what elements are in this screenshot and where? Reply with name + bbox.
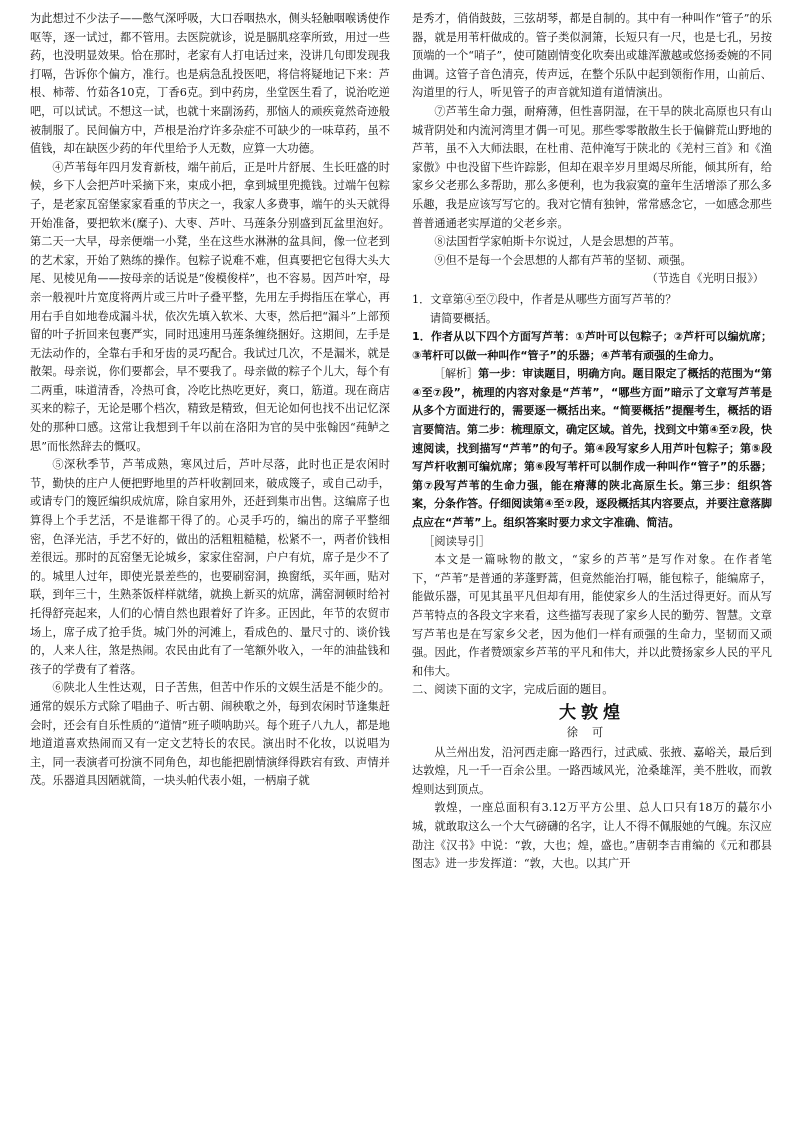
answer-1: 1．作者从以下四个方面写芦苇：①芦叶可以包粽子；②芦杆可以编炕席；③苇杆可以做一种叫作“管子”的乐器；④芦苇有顽强的生命力。 (412, 330, 772, 362)
paragraph-p-cont: 为此想过不少法子——憋气深呼吸，大口吞咽热水，侧头轻触咽喉诱使作呕等，逐一试过，都不管用。去医院就诊，说是膈肌痉挛所致，用过一些药，也没明显效果。恰在那时，老家有人打电话过来，没讲几句即发现我打嗝，告诉你个偏方，准行。也是病急乱投医吧，将信将疑地记下来：芦根、柿蒂、竹茹各10克，丁香6克。到中药房，坐堂医生看了，说治吃逆吧，可以试试。不想这一试，也就十来副汤药，那恼人的顽疾竟然奇迹般被制服了。民间偏方中，芦根是治疗许多杂症不可缺少的一味草药，虽不值钱，却在缺医少药的年代里给予人无数，应算一大功德。 (30, 12, 390, 156)
question-1: 1．文章第④至⑦段中，作者是从哪些方面写芦苇的？ (412, 292, 677, 306)
article-paragraph-2: 敦煌，一座总面积有3.12万平方公里、总人口只有18万的蕞尔小城，就敢取这么一个大气磅礴的名字，让人不得不佩服她的气魄。东汉应劭注《汉书》中说：“敦，大也；煌，盛也。”唐朝李吉甫编的《元和郡县图志》进一步发挥道：“敦，大也。以其广开 (412, 801, 772, 871)
source-note: （节选自《光明日报》） (646, 272, 764, 286)
left-column (30, 10, 390, 1115)
analysis-1 (412, 365, 772, 532)
paragraph-p5: ⑤深秋季节，芦苇成熟，寒风过后，芦叶尽落，此时也正是农闲时节，勤快的庄户人便把野地里的芦杆收割回来，破成篾子，或自己动手，或请专门的篾匠编织成炕席，除自家用外，还赶到集市出售。这编席子也算得上个手艺活，不是谁都干得了的。心灵手巧的，编出的席子平整细密，色泽光洁，手艺不好的，做出的活粗粗糙糙，松紧不一，两者价钱相差很远。那时的瓦窑堡无论城乡，家家住窑洞，户户有炕，席子是少不了的。城里人过年，即使光景差些的，也要刷窑洞，换窗纸，买年画，贴对联，到年三十，生熟茶饭样样就绪，就换上新买的炕席，满窑洞顿时给衬托得舒亮起来，人们的心情自然也跟着好了许多。正因此，年节的农贸市场上，席子成了抢手货。城门外的河滩上，看成色的、量尺寸的、谈价钱的，人来人往，煞是热闹。农民由此有了一笔额外收入，一年的油盐钱和孩子的学费有了着落。 (30, 458, 390, 676)
right-column (412, 10, 772, 1115)
paragraph-6-continued: 是秀才，俏俏鼓鼓，三弦胡琴，都是自制的。其中有一种叫作“管子”的乐器，就是用苇杆做成的。管子类似洞箫，长短只有一尺，也是七孔，另按顶端的一个“哨子”，使可随剧情变化吹奏出或雄浑激越或悠扬委婉的不同曲调。这管子音色清亮，传声远，在整个乐队中起到领衔作用，山前后、沟道里的行人，听见管子的声音就知道有道情演出。 (412, 12, 772, 100)
article-author: 徐可 (566, 725, 618, 739)
analysis-tag: ［解析］ (434, 367, 479, 381)
paragraph-7: ⑦芦苇生命力强，耐瘠薄，但性喜阴湿，在干旱的陕北高原也只有山城背阴处和内流河湾里才偶一可见。那些零零散散生长于偏僻荒山野地的芦苇，虽不入大师法眼，在杜甫、范仲淹写于陕北的《羌村三首》和《渔家傲》中也没留下些许踪影，但却在艰辛岁月里竭尽所能，倾其所有，给家乡父老那么多帮助，那么多便利，也为我寂寞的童年生活增添了那么多乐趣，我是应该写写它的。我对它情有独钟，常常感念它，一如感念那些普普通通老实厚道的父老乡亲。 (412, 104, 772, 230)
reading-guide-label: ［阅读导引］ (423, 534, 491, 548)
reading-guide-text: 本文是一篇咏物的散文，“家乡的芦苇”是写作对象。在作者笔下，“芦苇”是普通的茅蓬野蒿，但竟然能治打嗝，能包粽子，能编席子，能做乐器，可见其虽平凡但却有用，能使家乡人的生活过得更好。而从写芦苇特点的各段文字来看，这些描写表现了家乡人民的勤劳、智慧。文章写芦苇也是在写家乡父老，因为他们一样有顽强的生命力，坚韧而又顽强。因此，作者赞颂家乡芦苇的平凡和伟大，并以此赞扬家乡人民的平凡和伟大。 (412, 553, 772, 678)
section-two-heading: 二、阅读下面的文字，完成后面的题目。 (412, 683, 614, 697)
article-title: 大敦煌 (559, 702, 625, 723)
article-paragraph-1: 从兰州出发，沿河西走廊一路西行，过武威、张掖、嘉峪关，最后到达敦煌，凡一千一百余公里。一路西域风光，沧桑雄浑，美不胜收，而敦煌则达到顶点。 (412, 745, 772, 796)
paragraph-p6: ⑥陕北人生性达观，日子苦焦，但苦中作乐的文娱生活是不能少的。通常的娱乐方式除了唱曲子、听古朝、闹秧歌之外，每到农闲时节逢集赶会时，还会有自乐性质的“道情”班子唢呐助兴。每个班子八九人，都是地地道道喜欢热闹而又有一定文艺特长的农民。演出时不化妆，以说唱为主，同一表演者可扮演不同角色，却也能把剧情演绎得跌宕有致、声情并茂。乐器道具因陋就简，一块头帕代表小姐，一柄扇子就 (30, 681, 390, 788)
paragraph-p4: ④芦苇每年四月发育新枝，端午前后，正是叶片舒展、生长旺盛的时候，乡下人会把芦叶采摘下来，束成小把，拿到城里兜揽钱。过端午包粽子，是老家瓦窑堡家家看重的节庆之一，我家人多费事，端午的头天就得开始准备，要把软米(糜子)、大枣、芦叶、马莲条分别盛到瓦盆里泡好。第二天一大早，母亲便端一小凳，坐在这些水淋淋的盆具间，像一位老到的艺术家，开始了熟练的操作。包粽子说难不难，但真要把它包得大头大尾、见棱见角——按母亲的话说是“俊模俊样”，也不容易。因芦叶窄，母亲一般视叶片宽度将两片或三片叶子叠平整，先用左手拇指压在掌心，再用右手自如地卷成漏斗状，依次先填入软米、大枣，然后把“漏斗”上部预留的叶子折回来包裹严实，同时迅速用马莲条缠绕捆好。这期间，左手是无法动作的，全靠右手和牙齿的灵巧配合。我试过几次，不是漏米，就是散架。母亲说，你们要都会，早不要我了。母亲做的粽子个儿大，每个有二两重，味道清香，冷热可食，冷吃比热吃更好，爽口，筋道。现在商店买来的粽子，无论是哪个档次，精致是精致，但无论如何也找不出记忆深处的那种口感。这常让我想到千年以前在洛阳为官的吴中张翰因“莼鲈之思”而怅然辞去的慨叹。 (30, 160, 390, 453)
paragraph-9: ⑨但不是每一个会思想的人都有芦苇的坚韧、顽强。 (434, 253, 692, 267)
question-1-continued: 请简要概括。 (429, 311, 498, 325)
analysis-text: 第一步：审读题目，明确方向。题目限定了概括的范围为“第④至⑦段”，梳理的内容对象是“芦苇”，“哪些方面”暗示了文章写芦苇是从多个方面进行的，需要逐一概括出来。“简要概括”提醒考生，概括的语言要简洁。第二步：梳理原文，确定区域。首先，找到文中第④至⑦段，快速阅读，找到描写“芦苇”的句子。第④段写家乡人用芦叶包粽子；第⑤段写芦杆收割可编炕席；第⑥段写苇杆可以制作成一种叫作“管子”的乐器；第⑦段写芦苇的生命力强，能在瘠薄的陕北高原生长。第三步：组织答案，分条作答。仔细阅读第④至⑦段，逐段概括其内容要点，并要注意落脚点应在“芦苇”上。组织答案时要力求文字准确、简洁。 (412, 367, 772, 530)
paragraph-8: ⑧法国哲学家帕斯卡尔说过，人是会思想的芦苇。 (434, 235, 681, 249)
